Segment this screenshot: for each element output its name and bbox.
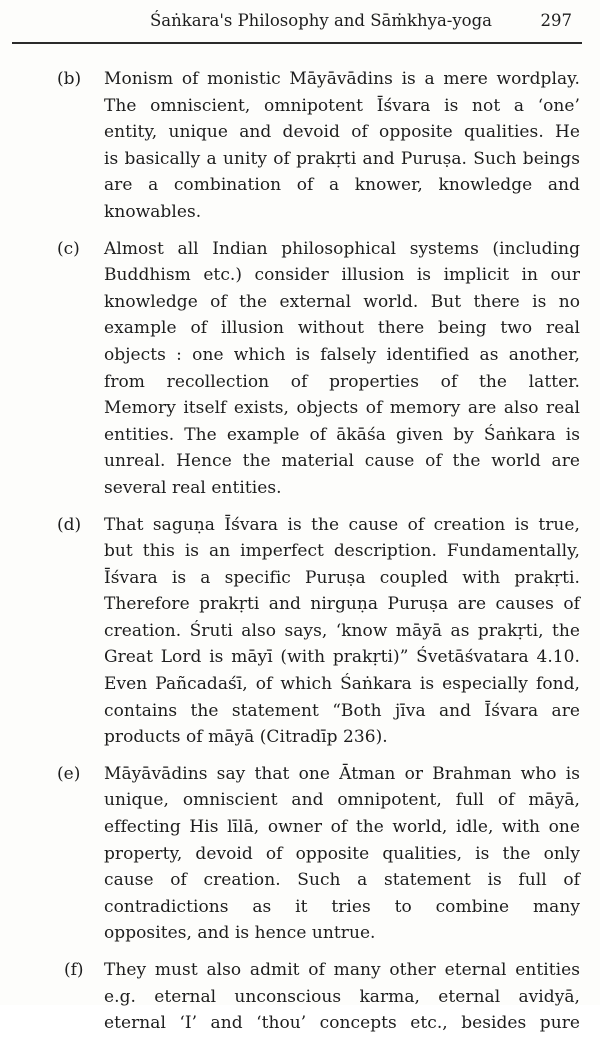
point-f — [0, 957, 600, 1037]
point-text — [104, 957, 580, 1037]
text-line: are a combination of a knower, knowledge and — [104, 175, 580, 196]
text-line: knowledge of the external world. But there is no — [104, 291, 580, 312]
point-b — [0, 66, 600, 226]
text-line: contains the statement “Both jīva and Īśvara are — [104, 700, 580, 721]
text-line: but this is an imperfect description. Fundamentally, — [104, 541, 580, 562]
point-marker: (e) — [57, 763, 81, 784]
text-line: property, devoid of opposite qualities, is the only — [104, 843, 580, 864]
header-rule — [12, 42, 582, 44]
text-line: They must also admit of many other eternal entities — [104, 960, 580, 980]
text-line: That saguṇa Īśvara is the cause of creation is true, — [104, 514, 580, 535]
text-line: Buddhism etc.) consider illusion is implicit in our — [104, 265, 580, 286]
text-line: from recollection of properties of the latter. — [104, 371, 580, 392]
text-line: Monism of monistic Māyāvādins is a mere wordplay. — [104, 69, 580, 89]
text-line: is basically a unity of prakṛti and Puruṣa. Such beings — [104, 148, 580, 169]
text-line: opposites, and is hence untrue. — [104, 923, 376, 944]
point-d — [0, 512, 600, 751]
text-line: effecting His līlā, owner of the world, idle, with one — [104, 817, 580, 838]
text-line: Īśvara is a specific Puruṣa coupled with prakṛti. — [104, 567, 580, 588]
text-line: Great Lord is māyī (with prakṛti)” Śvetāśvatara 4.10. — [104, 647, 580, 668]
text-line: example of illusion without there being two real — [104, 318, 580, 339]
text-line: Māyāvādins say that one Ātman or Brahman who is — [104, 763, 580, 784]
text-line: Almost all Indian philosophical systems (including — [104, 238, 580, 259]
point-marker: (b) — [57, 69, 82, 89]
point-marker: (c) — [57, 238, 80, 259]
text-line: Even Pañcadaśī, of which Śaṅkara is especially fond, — [104, 674, 580, 695]
running-head-title: Śaṅkara's Philosophy and Sāṁkhya-yoga — [150, 11, 493, 30]
point-text — [104, 512, 580, 751]
text-line: Therefore prakṛti and nirguṇa Puruṣa are causes of — [104, 594, 580, 615]
text-line: products of māyā (Citradīp 236). — [104, 727, 388, 748]
text-line: several real entities. — [104, 477, 282, 498]
text-line: e.g. eternal unconscious karma, eternal avidyā, — [104, 986, 580, 1007]
point-marker: (d) — [57, 514, 82, 535]
point-c — [0, 236, 600, 502]
text-line: creation. Śruti also says, ‘know māyā as prakṛti, the — [104, 620, 580, 641]
numbered-points — [0, 66, 600, 1047]
running-head — [12, 8, 578, 32]
point-marker: (f) — [64, 960, 84, 980]
text-line: The omniscient, omnipotent Īśvara is not a ‘one’ — [104, 95, 580, 116]
text-line: unreal. Hence the material cause of the world are — [104, 451, 580, 472]
text-line: cause of creation. Such a statement is full of — [104, 870, 580, 891]
text-line: contradictions as it tries to combine many — [104, 896, 580, 917]
point-text — [104, 66, 580, 226]
text-line: Memory itself exists, objects of memory are also real — [104, 398, 580, 419]
point-text — [104, 236, 580, 502]
text-line: entity, unique and devoid of opposite qualities. He — [104, 122, 580, 143]
page-number: 297 — [540, 11, 572, 30]
text-line: eternal ‘I’ and ‘thou’ concepts etc., besides pure — [104, 1013, 580, 1034]
point-text — [104, 761, 580, 947]
text-line: entities. The example of ākāśa given by Śaṅkara is — [104, 424, 580, 445]
point-e — [0, 761, 600, 947]
text-line: objects : one which is falsely identified as another, — [104, 344, 580, 365]
text-line: unique, omniscient and omnipotent, full of māyā, — [104, 790, 580, 811]
text-line: knowables. — [104, 201, 202, 222]
